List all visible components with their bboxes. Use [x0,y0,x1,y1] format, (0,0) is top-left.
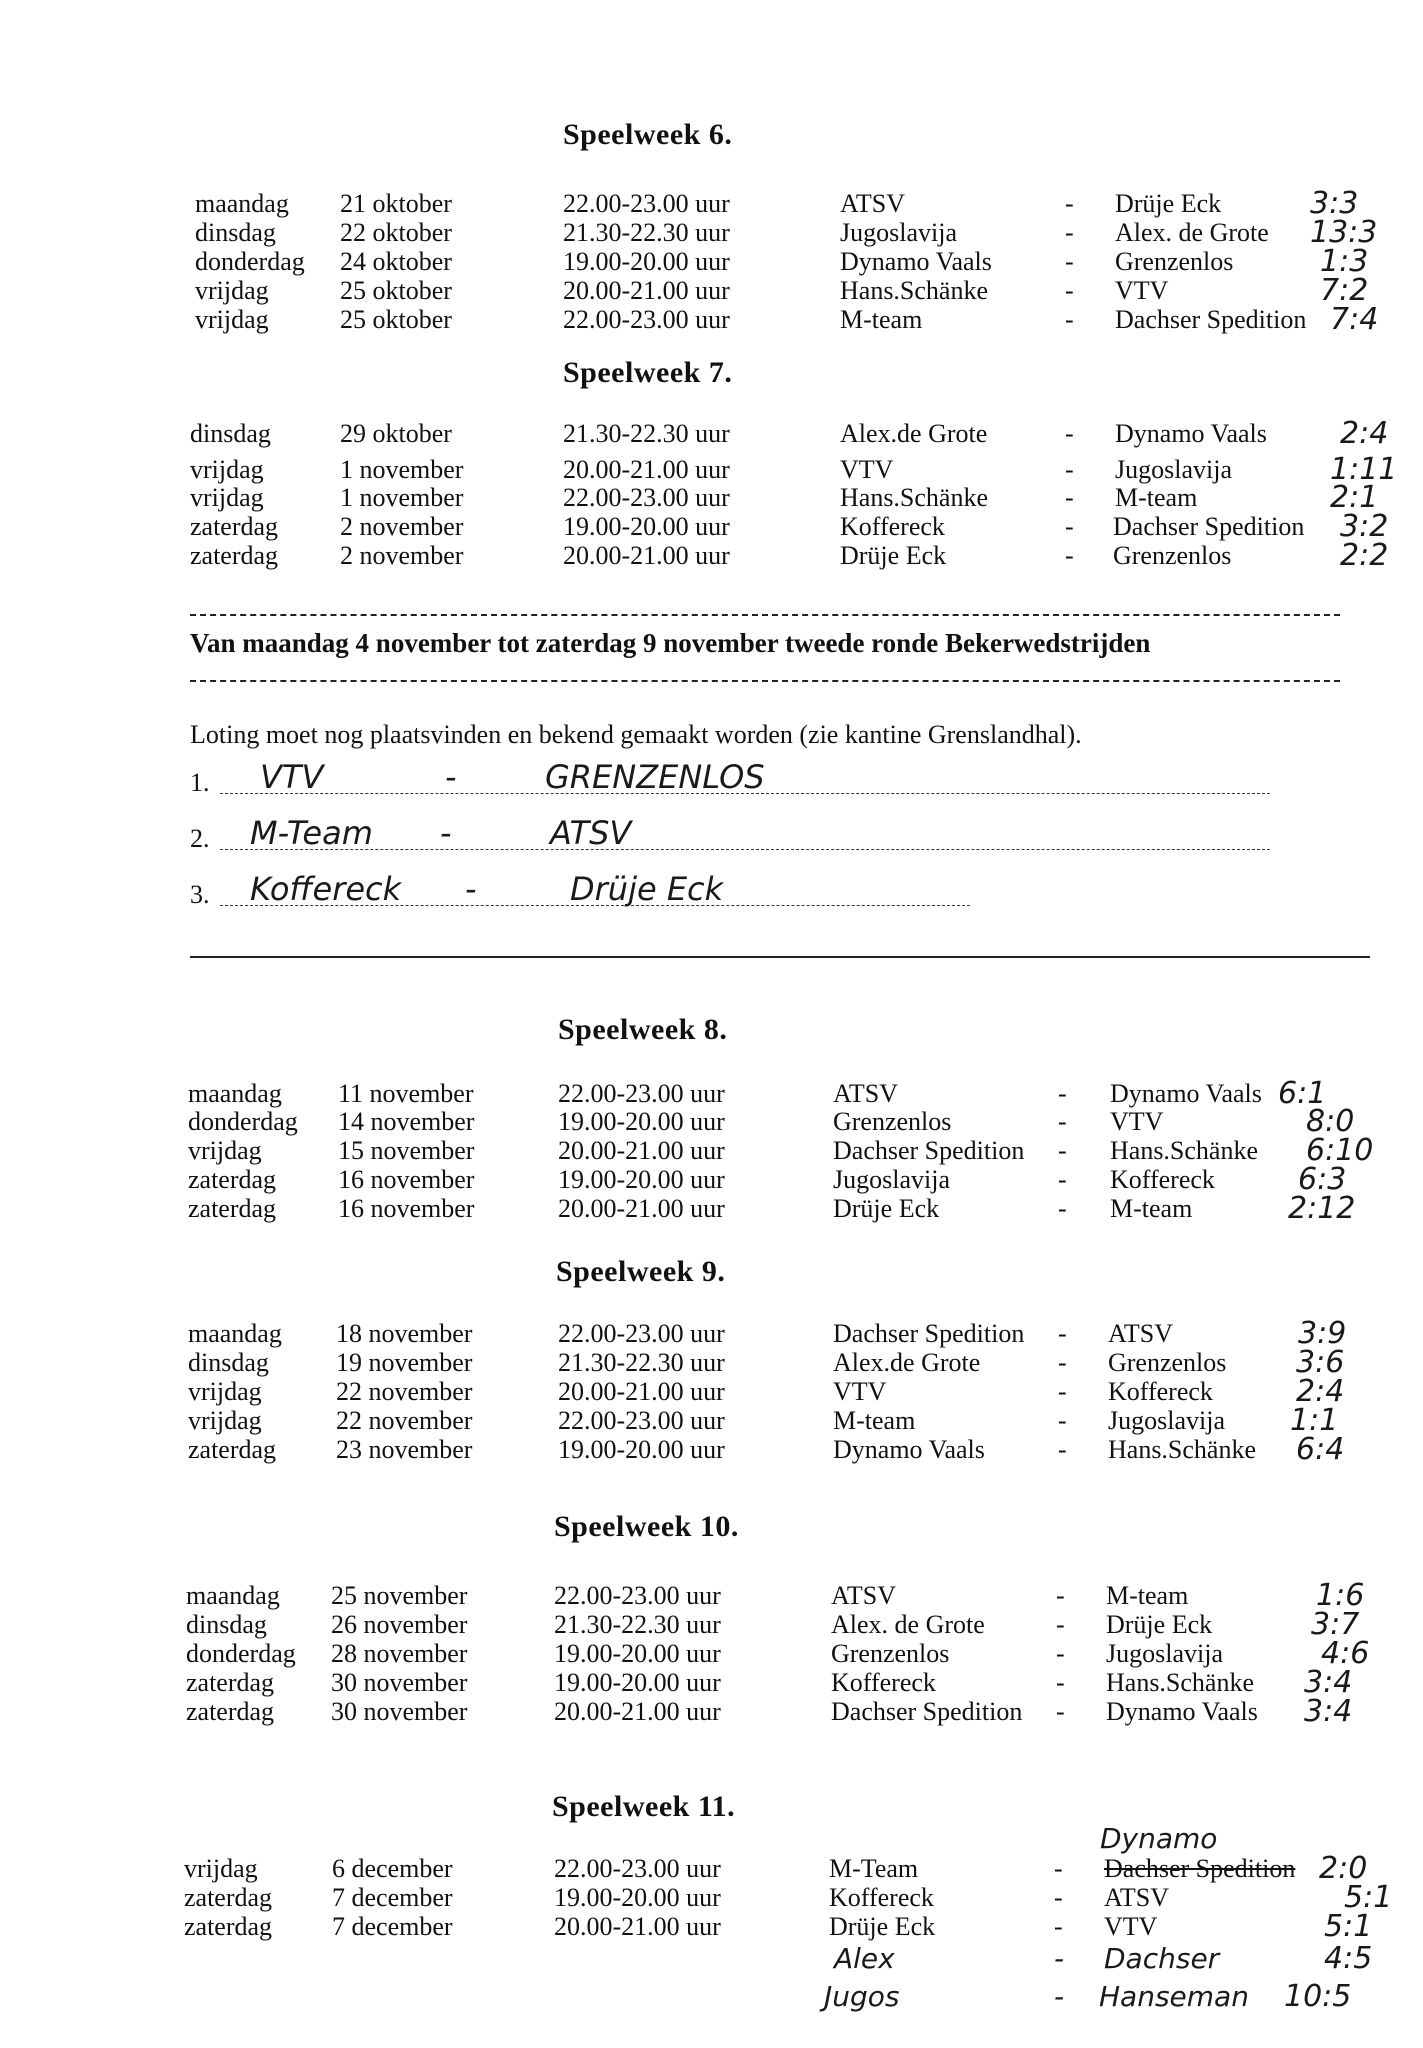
match-time: 19.00-20.00 uur [554,1639,721,1668]
handwritten-score: 1:1 [1290,1403,1339,1438]
home-team: Dynamo Vaals [833,1435,985,1464]
home-team: Drüje Eck [833,1194,940,1223]
week-title: Speelweek 9. [556,1255,726,1288]
match-day: zaterdag [188,1435,277,1464]
away-team: Hans.Schänke [1110,1136,1259,1165]
vs-dash: - [1056,1668,1065,1697]
cup-draw-row [190,816,1270,856]
away-team: Dynamo Vaals [1110,1079,1262,1108]
vs-dash: - [1065,276,1074,305]
home-team: M-Team [829,1854,919,1883]
away-team: VTV [1115,276,1169,305]
home-team: Koffereck [840,512,945,541]
handwritten-score: 2:4 [1340,416,1389,451]
away-team: Drüje Eck [1115,189,1222,218]
draw-home: M-Team [250,814,373,852]
match-day: donderdag [195,247,305,276]
home-team: Koffereck [831,1668,936,1697]
vs-dash: - [1058,1136,1067,1165]
match-time: 21.30-22.30 uur [558,1348,725,1377]
match-day: vrijdag [184,1854,258,1883]
match-day: vrijdag [190,483,264,512]
home-team: Koffereck [829,1883,934,1912]
match-time: 19.00-20.00 uur [558,1107,725,1136]
handwritten-score: 7:4 [1330,302,1379,337]
match-date: 16 november [338,1165,475,1194]
match-day: donderdag [188,1107,298,1136]
home-team: Jugoslavija [833,1165,950,1194]
match-time: 20.00-21.00 uur [558,1194,725,1223]
cup-notice: Van maandag 4 november tot zaterdag 9 november tweede ronde Bekerwedstrijden [190,628,1151,658]
vs-dash: - [1065,305,1074,334]
match-day: maandag [195,189,289,218]
handwritten-score: 3:9 [1298,1316,1347,1351]
match-day: zaterdag [190,541,279,570]
match-day: vrijdag [195,276,269,305]
match-day: dinsdag [186,1610,267,1639]
away-team: Hans.Schänke [1106,1668,1255,1697]
match-time: 19.00-20.00 uur [554,1883,721,1912]
away-team: Hanseman [1099,1980,1249,2013]
home-team: ATSV [840,189,906,218]
match-date: 2 november [340,512,464,541]
divider [190,614,1340,616]
handwritten-score: 6:1 [1278,1076,1327,1111]
match-date: 21 oktober [340,189,452,218]
handwritten-score: 2:4 [1296,1374,1345,1409]
match-date: 23 november [336,1435,473,1464]
match-date: 7 december [332,1912,453,1941]
home-team: Jugos [824,1980,900,2013]
away-team: ATSV [1108,1319,1174,1348]
match-day: zaterdag [186,1697,275,1726]
handwritten-dynamo: Dynamo [1100,1822,1218,1855]
handwritten-score: 7:2 [1320,273,1369,308]
vs-dash: - [1054,1980,1065,2013]
cup-info: Loting moet nog plaatsvinden en bekend gemaakt worden (zie kantine Grenslandhal). [190,720,1082,749]
away-team: Grenzenlos [1113,541,1232,570]
vs-dash: - [1065,512,1074,541]
handwritten-score: 1:6 [1316,1578,1365,1613]
match-time: 22.00-23.00 uur [563,189,730,218]
draw-line [220,849,1270,850]
home-team: Dachser Spedition [833,1136,1025,1165]
home-team: ATSV [833,1079,899,1108]
handwritten-score: 3:4 [1304,1694,1353,1729]
match-day: donderdag [186,1639,296,1668]
away-team: Jugoslavija [1108,1406,1225,1435]
home-team: Drüje Eck [829,1912,936,1941]
home-team: Hans.Schänke [840,276,989,305]
home-team: Dachser Spedition [833,1319,1025,1348]
match-time: 22.00-23.00 uur [563,483,730,512]
handwritten-score: 5:1 [1324,1909,1373,1944]
handwritten-score: 6:3 [1298,1162,1347,1197]
draw-number: 3. [190,880,210,909]
match-date: 19 november [336,1348,473,1377]
week-title: Speelweek 8. [558,1013,728,1046]
home-team: M-team [840,305,923,334]
home-team: Alex.de Grote [833,1348,981,1377]
match-date: 16 november [338,1194,475,1223]
away-team: Hans.Schänke [1108,1435,1257,1464]
handwritten-score: 10:5 [1284,1979,1352,2014]
away-team: Alex. de Grote [1115,218,1269,247]
vs-dash: - [1065,218,1074,247]
match-day: vrijdag [188,1136,262,1165]
match-day: zaterdag [188,1165,277,1194]
handwritten-score: 1:11 [1330,452,1398,487]
match-time: 22.00-23.00 uur [558,1406,725,1435]
home-team: M-team [833,1406,916,1435]
vs-dash: - [1065,419,1074,448]
week-title: Speelweek 7. [563,356,733,389]
draw-away: ATSV [550,814,632,852]
handwritten-score: 2:1 [1330,480,1379,515]
match-time: 20.00-21.00 uur [563,455,730,484]
vs-dash: - [1058,1319,1067,1348]
home-team: Dachser Spedition [831,1697,1023,1726]
match-date: 15 november [338,1136,475,1165]
home-team: Alex. de Grote [831,1610,985,1639]
draw-home: VTV [260,758,324,796]
match-time: 22.00-23.00 uur [563,305,730,334]
handwritten-score: 5:1 [1344,1880,1393,1915]
draw-home: Koffereck [250,870,402,908]
draw-dash: - [465,870,477,908]
match-date: 6 december [332,1854,453,1883]
match-day: vrijdag [190,455,264,484]
cup-draw-row [190,872,1270,912]
home-team: Alex [834,1942,895,1975]
match-day: dinsdag [195,218,276,247]
vs-dash: - [1058,1079,1067,1108]
away-team: Koffereck [1108,1377,1213,1406]
home-team: VTV [840,455,894,484]
match-date: 25 november [331,1581,468,1610]
home-team: Dynamo Vaals [840,247,992,276]
draw-dash: - [440,814,452,852]
match-day: zaterdag [190,512,279,541]
vs-dash: - [1065,455,1074,484]
match-day: dinsdag [188,1348,269,1377]
match-time: 21.30-22.30 uur [554,1610,721,1639]
match-day: vrijdag [188,1406,262,1435]
vs-dash: - [1065,541,1074,570]
match-time: 19.00-20.00 uur [563,512,730,541]
match-date: 22 november [336,1406,473,1435]
away-team: Koffereck [1110,1165,1215,1194]
match-time: 22.00-23.00 uur [558,1319,725,1348]
vs-dash: - [1058,1348,1067,1377]
handwritten-score: 3:2 [1340,509,1389,544]
match-date: 26 november [331,1610,468,1639]
vs-dash: - [1056,1581,1065,1610]
match-day: vrijdag [188,1377,262,1406]
match-date: 22 november [336,1377,473,1406]
away-team: Dynamo Vaals [1115,419,1267,448]
handwritten-score: 13:3 [1310,215,1378,250]
match-date: 1 november [340,483,464,512]
away-team: Grenzenlos [1108,1348,1227,1377]
vs-dash: - [1056,1639,1065,1668]
away-team: Dachser Spedition [1113,512,1305,541]
match-day: maandag [188,1319,282,1348]
match-day: zaterdag [184,1883,273,1912]
match-time: 21.30-22.30 uur [563,218,730,247]
match-date: 25 oktober [340,305,452,334]
handwritten-score: 2:2 [1340,538,1389,573]
match-time: 19.00-20.00 uur [558,1165,725,1194]
home-team: Hans.Schänke [840,483,989,512]
handwritten-score: 3:7 [1311,1607,1360,1642]
vs-dash: - [1058,1377,1067,1406]
away-team: VTV [1104,1912,1158,1941]
vs-dash: - [1065,189,1074,218]
match-time: 20.00-21.00 uur [554,1697,721,1726]
draw-number: 1. [190,768,210,797]
match-time: 20.00-21.00 uur [554,1912,721,1941]
vs-dash: - [1058,1435,1067,1464]
vs-dash: - [1054,1942,1065,1975]
vs-dash: - [1058,1406,1067,1435]
match-time: 20.00-21.00 uur [563,541,730,570]
match-day: zaterdag [186,1668,275,1697]
handwritten-score: 3:6 [1296,1345,1345,1380]
vs-dash: - [1058,1194,1067,1223]
vs-dash: - [1058,1107,1067,1136]
vs-dash: - [1054,1912,1063,1941]
draw-away: Drüje Eck [570,870,724,908]
match-time: 22.00-23.00 uur [554,1854,721,1883]
match-time: 22.00-23.00 uur [554,1581,721,1610]
match-time: 20.00-21.00 uur [563,276,730,305]
draw-dash: - [445,758,457,796]
away-team: Dynamo Vaals [1106,1697,1258,1726]
away-team: Dachser Spedition [1115,305,1307,334]
handwritten-score: 1:3 [1320,244,1369,279]
match-date: 30 november [331,1697,468,1726]
match-date: 22 oktober [340,218,452,247]
vs-dash: - [1056,1610,1065,1639]
cup-draw-row [190,760,1270,800]
match-day: maandag [188,1079,282,1108]
away-team: Dachser [1104,1942,1220,1975]
away-team: Grenzenlos [1115,247,1234,276]
match-date: 14 november [338,1107,475,1136]
match-date: 30 november [331,1668,468,1697]
home-team: Grenzenlos [833,1107,952,1136]
away-team: Jugoslavija [1106,1639,1223,1668]
week-title: Speelweek 10. [554,1510,739,1543]
vs-dash: - [1054,1854,1063,1883]
match-date: 1 november [340,455,464,484]
handwritten-score: 3:3 [1310,186,1359,221]
match-date: 24 oktober [340,247,452,276]
handwritten-score: 8:0 [1306,1104,1355,1139]
week-title: Speelweek 11. [552,1790,736,1823]
handwritten-score: 4:5 [1324,1941,1373,1976]
handwritten-score: 3:4 [1304,1665,1353,1700]
match-time: 21.30-22.30 uur [563,419,730,448]
match-day: zaterdag [188,1194,277,1223]
draw-away: GRENZENLOS [545,758,765,796]
home-team: ATSV [831,1581,897,1610]
away-team: Drüje Eck [1106,1610,1213,1639]
match-time: 19.00-20.00 uur [558,1435,725,1464]
vs-dash: - [1065,247,1074,276]
away-team: M-team [1115,483,1198,512]
home-team: Jugoslavija [840,218,957,247]
divider [190,680,1340,682]
handwritten-score: 2:12 [1288,1191,1356,1226]
home-team: Alex.de Grote [840,419,988,448]
handwritten-score: 4:6 [1321,1636,1370,1671]
match-time: 20.00-21.00 uur [558,1377,725,1406]
handwritten-score: 6:10 [1306,1133,1374,1168]
match-date: 2 november [340,541,464,570]
handwritten-score: 6:4 [1296,1432,1345,1467]
match-date: 18 november [336,1319,473,1348]
match-day: vrijdag [195,305,269,334]
vs-dash: - [1065,483,1074,512]
match-date: 7 december [332,1883,453,1912]
vs-dash: - [1054,1883,1063,1912]
match-day: zaterdag [184,1912,273,1941]
match-time: 19.00-20.00 uur [554,1668,721,1697]
home-team: Drüje Eck [840,541,947,570]
match-time: 22.00-23.00 uur [558,1079,725,1108]
away-team: ATSV [1104,1883,1170,1912]
away-team: M-team [1110,1194,1193,1223]
match-time: 19.00-20.00 uur [563,247,730,276]
handwritten-score: 2:0 [1319,1851,1368,1886]
away-team: Jugoslavija [1115,455,1232,484]
away-team: VTV [1110,1107,1164,1136]
home-team: VTV [833,1377,887,1406]
match-date: 25 oktober [340,276,452,305]
home-team: Grenzenlos [831,1639,950,1668]
match-time: 20.00-21.00 uur [558,1136,725,1165]
match-date: 11 november [338,1079,474,1108]
away-team: Dachser Spedition [1104,1854,1296,1883]
divider [190,956,1370,958]
match-day: maandag [186,1581,280,1610]
vs-dash: - [1058,1165,1067,1194]
match-date: 28 november [331,1639,468,1668]
match-day: dinsdag [190,419,271,448]
vs-dash: - [1056,1697,1065,1726]
away-team: M-team [1106,1581,1189,1610]
week-title: Speelweek 6. [563,118,733,151]
match-date: 29 oktober [340,419,452,448]
draw-number: 2. [190,824,210,853]
